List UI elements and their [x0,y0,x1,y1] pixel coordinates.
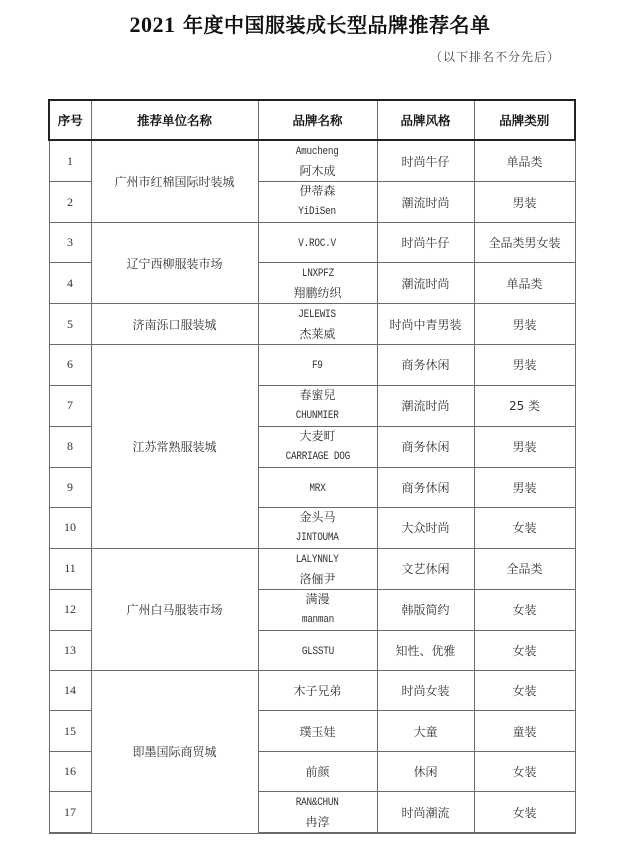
cell-index: 15 [49,711,91,751]
table-row [49,223,575,263]
cell-category: 女装 [474,630,575,670]
cell-brand [258,223,377,263]
cell-style: 文艺休闲 [377,548,474,589]
cell-index: 8 [49,426,91,467]
brand-name-latin: CHUNMIER [296,409,339,422]
cell-index: 1 [49,140,91,182]
cell-category: 女装 [474,589,575,630]
cell-style: 知性、优雅 [377,630,474,670]
brand-name-cn: 满漫 [305,591,330,606]
cell-style: 商务休闲 [377,467,474,507]
cell-index: 11 [49,548,91,589]
cell-brand [258,140,377,182]
cell-category: 女装 [474,671,575,711]
brand-name-cn: 翔鹏纺织 [293,286,342,301]
cell-style: 商务休闲 [377,345,474,385]
cell-brand [258,182,377,223]
cell-brand [258,345,377,385]
cell-unit: 济南泺口服装城 [91,304,258,345]
table-row [49,140,575,182]
cell-brand [258,792,377,834]
cell-category: 女装 [474,751,575,791]
cell-index: 10 [49,507,91,548]
brand-name-latin: JELEWIS [298,309,337,322]
cell-brand: 璞玉娃 [258,711,377,751]
cell-brand [258,630,377,670]
cell-brand [258,263,377,304]
cell-category: 男装 [474,304,575,345]
cell-style: 时尚潮流 [377,792,474,834]
brand-name-cn: 大麦町 [299,428,336,443]
table-row [49,548,575,589]
cell-index: 7 [49,385,91,426]
header-unit: 推荐单位名称 [91,100,258,140]
cell-style: 时尚女装 [377,671,474,711]
cell-unit: 广州白马服装市场 [91,548,258,670]
table-header-row [49,100,575,140]
brand-name-latin: JINTOUMA [296,531,339,544]
cell-style: 时尚牛仔 [377,223,474,263]
cell-style: 大众时尚 [377,507,474,548]
brand-name-latin: YiDiSen [298,206,337,218]
cell-brand [258,385,377,426]
cell-index: 14 [49,671,91,711]
title-year: 2021 [129,12,176,37]
title-text: 年度中国服装成长型品牌推荐名单 [175,13,491,37]
brand-name-cn: 春蜜兒 [299,387,336,402]
cell-style: 潮流时尚 [377,263,474,304]
cell-style: 韩版简约 [377,589,474,630]
cell-brand [258,467,377,507]
brand-name-latin: RAN&CHUN [296,797,339,810]
cell-style: 时尚中青男装 [377,304,474,345]
header-category: 品牌类别 [474,100,575,140]
brand-name-latin: LALYNNLY [296,553,339,566]
brand-name-cn: 伊蒂森 [299,184,336,198]
cell-brand [258,548,377,589]
brand-name-latin: F9 [312,360,323,373]
brand-name-latin: MRX [309,482,326,495]
table-row [49,304,575,345]
header-index: 序号 [49,100,91,140]
cell-brand [258,426,377,467]
cell-category: 女装 [474,507,575,548]
cell-style: 休闲 [377,751,474,791]
brand-name-cn: 杰莱威 [299,327,336,342]
cell-index: 17 [49,792,91,834]
header-style: 品牌风格 [377,100,474,140]
cell-brand [258,507,377,548]
cell-brand [258,589,377,630]
brand-name-cn: 冉淳 [305,815,330,830]
brand-name-latin: V.ROC.V [298,238,337,251]
table-row [49,345,575,385]
cell-index: 5 [49,304,91,345]
brand-table [48,99,576,834]
cell-index: 6 [49,345,91,385]
brand-name-cn: 金头马 [299,509,336,524]
cell-index: 12 [49,589,91,630]
document-title [0,9,620,38]
cell-category: 男装 [474,345,575,385]
cell-category: 童装 [474,711,575,751]
table-row [49,671,575,711]
cell-style: 时尚牛仔 [377,140,474,182]
cell-style: 大童 [377,711,474,751]
cell-index: 16 [49,751,91,791]
cell-category: 男装 [474,182,575,223]
brand-name-latin: Amucheng [296,146,339,158]
cell-index: 2 [49,182,91,223]
brand-name-cn: 洛俪尹 [299,571,336,586]
brand-name-latin: GLSSTU [301,646,334,659]
cell-category: 全品类 [474,548,575,589]
cell-unit: 江苏常熟服装城 [91,345,258,549]
cell-brand: 前颜 [258,751,377,791]
cell-style: 商务休闲 [377,426,474,467]
cell-unit: 辽宁西柳服装市场 [91,223,258,304]
cell-category: 单品类 [474,140,575,182]
cell-category: 男装 [474,426,575,467]
cell-brand: 木子兄弟 [258,671,377,711]
cell-category: 单品类 [474,263,575,304]
brand-name-latin: LNXPFZ [301,268,334,281]
cell-unit: 即墨国际商贸城 [91,671,258,833]
cell-index: 13 [49,630,91,670]
cell-category: 女装 [474,792,575,834]
cell-category: 全品类男女装 [474,223,575,263]
cell-style: 潮流时尚 [377,385,474,426]
cell-category: 男装 [474,467,575,507]
document-subtitle: （以下排名不分先后） [429,50,560,64]
cell-index: 9 [49,467,91,507]
brand-name-latin: CARRIAGE DOG [285,450,350,463]
brand-name-latin: manman [301,613,334,626]
cell-brand [258,304,377,345]
header-brand: 品牌名称 [258,100,377,140]
cell-style: 潮流时尚 [377,182,474,223]
cell-index: 3 [49,223,91,263]
brand-name-cn: 阿木成 [299,164,336,178]
cell-index: 4 [49,263,91,304]
cell-category: 25 类 [474,385,575,426]
cell-unit: 广州市红棉国际时装城 [91,140,258,223]
